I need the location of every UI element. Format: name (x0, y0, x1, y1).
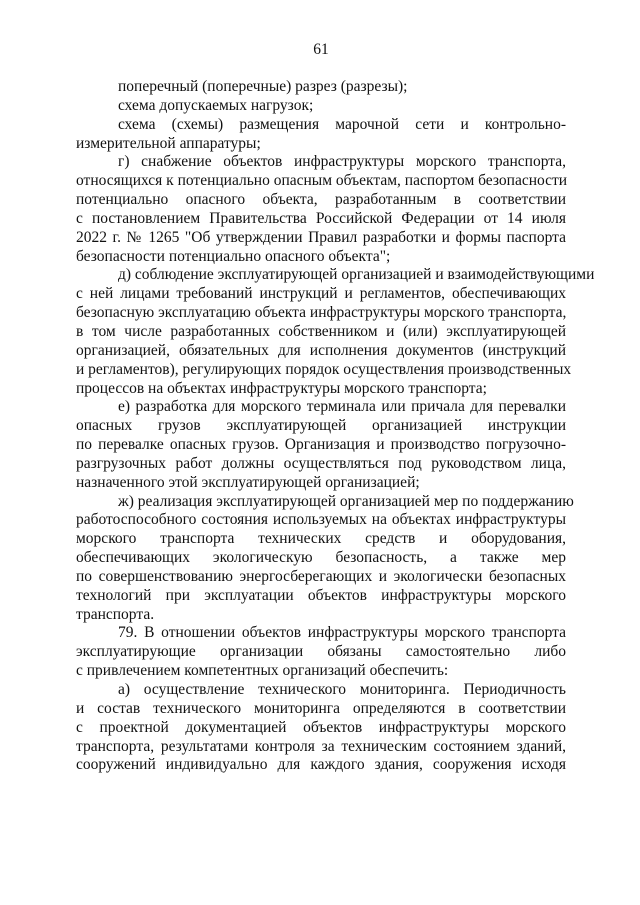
text-line: транспорта, результатами контроля за техническим состоянием зданий, (76, 737, 566, 755)
text-line: с проектной документацией объектов инфраструктуры морского (76, 718, 566, 736)
paragraph (76, 153, 566, 266)
text-line: а) осуществление технического мониторинга. Периодичность (118, 681, 566, 698)
text-line: по совершенствованию энергосберегающих и экологически безопасных (76, 567, 566, 585)
text-line: организацией, обязательных для исполнения документов (инструкций (76, 341, 566, 359)
paragraph (76, 78, 566, 97)
text-line: сооружений индивидуально для каждого здания, сооружения исходя (76, 756, 566, 774)
text-line: транспорта. (76, 605, 155, 623)
document-body (76, 78, 595, 775)
text-line: безопасную эксплуатацию объекта инфраструктуры морского транспорта, (76, 304, 567, 322)
text-line: по перевалке опасных грузов. Организация и производство погрузочно- (76, 436, 566, 454)
text-line: безопасности потенциально опасного объекта"; (76, 247, 391, 265)
text-line: 2022 г. № 1265 "Об утверждении Правил разработки и формы паспорта (76, 228, 566, 246)
paragraph (76, 398, 566, 492)
paragraph (76, 624, 566, 681)
text-line: 79. В отношении объектов инфраструктуры морского транспорта (118, 624, 566, 642)
text-line: работоспособного состояния используемых на объектах инфраструктуры (76, 511, 566, 529)
text-line: в том числе разработанных собственником и (или) эксплуатирующей (76, 322, 566, 340)
text-line: и состав технического мониторинга определяются в соответствии (76, 699, 566, 717)
text-line: с привлечением компетентных организаций обеспечить: (76, 662, 449, 680)
text-line: ж) реализация эксплуатирующей организацией мер по поддержанию (118, 492, 574, 510)
paragraph (76, 266, 595, 398)
text-line: измерительной аппаратуры; (76, 134, 261, 152)
text-line: процессов на объектах инфраструктуры морского транспорта; (76, 379, 487, 397)
text-line: разгрузочных работ должны осуществляться под руководством лица, (76, 454, 566, 472)
paragraph (76, 116, 566, 154)
text-line: относящихся к потенциально опасным объектам, паспортом безопасности (76, 172, 568, 190)
text-line: обеспечивающих экологическую безопасность, а также мер (76, 549, 566, 567)
text-line: схема допускаемых нагрузок; (118, 96, 314, 114)
text-line: поперечный (поперечные) разрез (разрезы); (118, 78, 408, 95)
page-number: 61 (313, 41, 329, 58)
text-line: морского транспорта технических средств и оборудования, (76, 530, 566, 548)
text-line: схема (схемы) размещения марочной сети и контрольно- (118, 115, 566, 133)
text-line: с ней лицами требований инструкций и регламентов, обеспечивающих (76, 285, 566, 303)
text-line: е) разработка для морского терминала или причала для перевалки (118, 398, 566, 416)
text-line: опасных грузов эксплуатирующей организацией инструкции (76, 417, 566, 435)
text-line: эксплуатирующие организации обязаны самостоятельно либо (76, 643, 566, 661)
text-line: д) соблюдение эксплуатирующей организацией и взаимодействующими (118, 266, 595, 284)
text-line: и регламентов), регулирующих порядок осуществления производственных (76, 360, 572, 378)
text-line: с постановлением Правительства Российской Федерации от 14 июля (76, 209, 566, 227)
paragraph (76, 492, 574, 625)
text-line: потенциально опасного объекта, разработанным в соответствии (76, 191, 566, 209)
paragraph (76, 681, 566, 775)
text-line: технологий при эксплуатации объектов инфраструктуры морского (76, 586, 566, 604)
paragraph (76, 97, 566, 116)
text-line: г) снабжение объектов инфраструктуры морского транспорта, (118, 153, 566, 171)
text-line: назначенного этой эксплуатирующей организацией; (76, 473, 420, 491)
